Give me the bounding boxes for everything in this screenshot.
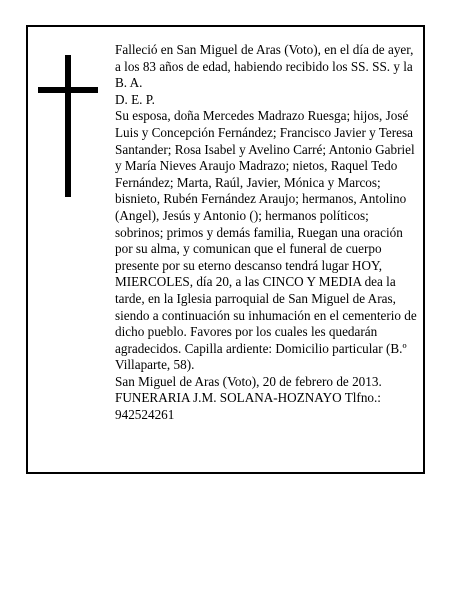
latin-cross-icon — [38, 55, 98, 197]
notice-rip: D. E. P. — [115, 91, 155, 107]
notice-funeral-home: FUNERARIA J.M. SOLANA-HOZNAYO Tlfno.: 942524261 — [115, 390, 381, 423]
notice-family: Su esposa, doña Mercedes Madrazo Ruesga; hijos, José Luis y Concepción Fernández; Francisco Javier y Teresa Santander; Rosa Isabel y Avelino Carré; Antonio Gabriel y María Nieves Araujo Madrazo; nietos, Raquel Tedo Fernández; Marta, Raúl, Javier, Mónica y Marcos; bisnieto, Rubén Fernández Araujo; hermanos, Antolino (Angel), Jesús y Antonio (); hermanos políticos; sobrinos; primos y demás familia, Ruegan una oración por su alma, y comunican que el funeral de cuerpo presente por su eterno descanso tendrá lugar HOY, MIERCOLES, día 20, a las CINCO Y MEDIA dea la tarde, en la Iglesia parroquial de San Miguel de Aras, siendo a continuación su inhumación en el cementerio de dicho pueblo. Favores por los cuales les quedarán agradecidos. Capilla ardiente: Domicilio particular (B.º Villaparte, 58). — [115, 108, 417, 373]
notice-body — [115, 42, 420, 424]
obituary-notice — [26, 25, 425, 474]
notice-intro: Falleció en San Miguel de Aras (Voto), en el día de ayer, a los 83 años de edad, habiendo recibido los SS. SS. y la B. A. — [115, 42, 414, 91]
cross-vertical-bar — [65, 55, 71, 197]
cross-horizontal-bar — [38, 87, 98, 93]
notice-place-date: San Miguel de Aras (Voto), 20 de febrero de 2013. — [115, 373, 382, 389]
